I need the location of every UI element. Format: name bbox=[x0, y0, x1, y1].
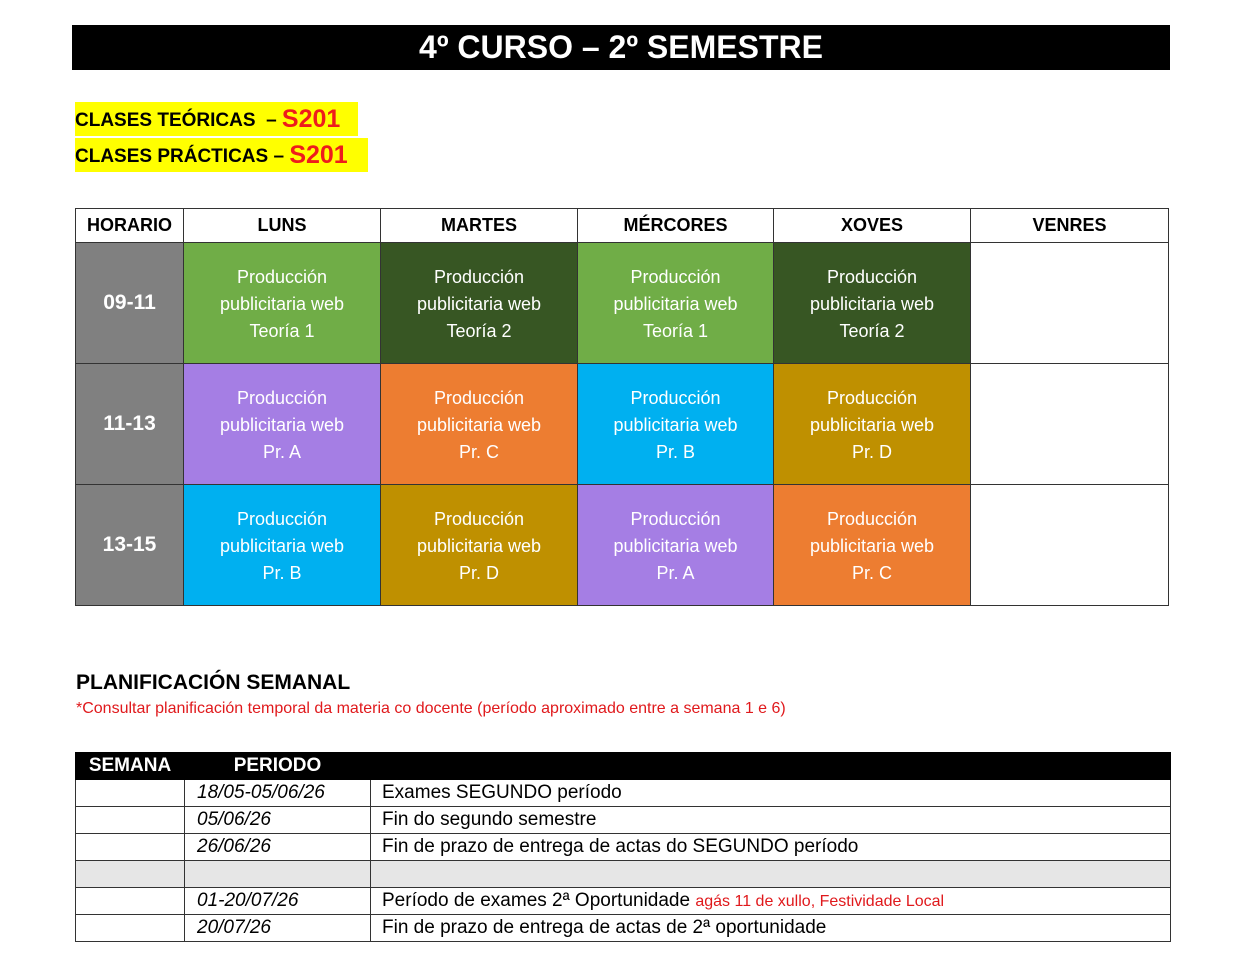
practice-room-line bbox=[75, 138, 368, 172]
class-line1: Producción bbox=[236, 508, 328, 529]
class-cell bbox=[184, 364, 381, 485]
theory-room-line bbox=[75, 102, 358, 136]
class-cell bbox=[774, 485, 971, 606]
page-title: 4º CURSO – 2º SEMESTRE bbox=[72, 25, 1170, 70]
description-cell bbox=[371, 807, 1171, 834]
planning-row bbox=[76, 807, 1171, 834]
class-line1: Producción bbox=[433, 266, 525, 287]
planning-row bbox=[76, 861, 1171, 888]
class-line3: Pr. C bbox=[458, 441, 499, 462]
class-line1: Producción bbox=[826, 266, 918, 287]
planning-row bbox=[76, 834, 1171, 861]
class-line1: Producción bbox=[236, 266, 328, 287]
class-line2: publicitaria web bbox=[809, 414, 935, 435]
class-line1: Producción bbox=[630, 387, 721, 408]
periodo-cell: 20/07/26 bbox=[185, 915, 371, 942]
class-line3: Teoría 1 bbox=[642, 320, 709, 341]
semana-cell bbox=[76, 780, 185, 807]
class-cell bbox=[381, 485, 578, 606]
class-cell bbox=[774, 243, 971, 364]
header-venres: VENRES bbox=[971, 209, 1169, 243]
class-line3: Pr. C bbox=[851, 562, 892, 583]
class-line2: publicitaria web bbox=[416, 535, 542, 556]
theory-room: S201 bbox=[281, 105, 341, 133]
periodo-cell: 01-20/07/26 bbox=[185, 888, 371, 915]
header-periodo: PERIODO bbox=[185, 753, 371, 780]
description-text: Fin de prazo de entrega de actas de 2ª oportunidade bbox=[382, 917, 827, 938]
class-line2: publicitaria web bbox=[416, 293, 542, 314]
description-cell bbox=[371, 780, 1171, 807]
empty-cell bbox=[971, 243, 1169, 364]
planning-row bbox=[76, 888, 1171, 915]
class-line1: Producción bbox=[630, 508, 721, 529]
planning-title: PLANIFICACIÓN SEMANAL bbox=[76, 671, 351, 694]
class-line2: publicitaria web bbox=[219, 535, 345, 556]
class-line3: Pr. D bbox=[458, 562, 499, 583]
semana-cell bbox=[76, 834, 185, 861]
class-line3: Teoría 2 bbox=[446, 320, 512, 341]
semana-cell bbox=[76, 861, 185, 888]
planning-row bbox=[76, 780, 1171, 807]
class-line1: Producción bbox=[826, 387, 918, 408]
practice-label: CLASES PRÁCTICAS – bbox=[75, 146, 290, 167]
class-cell bbox=[774, 364, 971, 485]
description-note: agás 11 de xullo, Festividade Local bbox=[695, 893, 945, 910]
class-line1: Producción bbox=[433, 508, 525, 529]
class-line3: Pr. A bbox=[656, 562, 695, 583]
header-martes: MARTES bbox=[381, 209, 578, 243]
schedule-header-row bbox=[76, 209, 1169, 243]
header-mercores: MÉRCORES bbox=[578, 209, 774, 243]
header-description bbox=[371, 753, 1171, 780]
class-line2: publicitaria web bbox=[219, 293, 345, 314]
description-cell bbox=[371, 861, 1171, 888]
time-slot: 11-13 bbox=[76, 364, 184, 485]
schedule-row bbox=[76, 364, 1169, 485]
class-line3: Pr. A bbox=[262, 441, 302, 462]
description-text: Fin do segundo semestre bbox=[382, 809, 597, 830]
time-slot: 09-11 bbox=[76, 243, 184, 364]
empty-cell bbox=[971, 364, 1169, 485]
class-line2: publicitaria web bbox=[809, 293, 935, 314]
planning-row bbox=[76, 915, 1171, 942]
schedule-row bbox=[76, 485, 1169, 606]
periodo-cell: 18/05-05/06/26 bbox=[185, 780, 371, 807]
class-line2: publicitaria web bbox=[416, 414, 542, 435]
class-cell bbox=[381, 243, 578, 364]
semana-cell bbox=[76, 915, 185, 942]
description-text: Fin de prazo de entrega de actas do SEGUNDO período bbox=[382, 836, 859, 857]
practice-room: S201 bbox=[289, 141, 348, 169]
class-line3: Pr. D bbox=[851, 441, 892, 462]
header-luns: LUNS bbox=[184, 209, 381, 243]
time-slot: 13-15 bbox=[76, 485, 184, 606]
class-line1: Producción bbox=[630, 266, 721, 287]
class-line1: Producción bbox=[826, 508, 918, 529]
class-cell bbox=[184, 485, 381, 606]
schedule-table bbox=[75, 208, 1169, 606]
class-line3: Teoría 1 bbox=[249, 320, 315, 341]
periodo-cell: 26/06/26 bbox=[185, 834, 371, 861]
planning-note: *Consultar planificación temporal da materia co docente (período aproximado entre a semana 1 e 6) bbox=[76, 700, 786, 717]
periodo-cell bbox=[185, 861, 371, 888]
description-cell bbox=[371, 915, 1171, 942]
description-text: Período de exames 2ª Oportunidade bbox=[382, 890, 696, 911]
class-line2: publicitaria web bbox=[613, 535, 738, 556]
class-line1: Producción bbox=[236, 387, 328, 408]
class-line2: publicitaria web bbox=[219, 414, 345, 435]
planning-header-row bbox=[76, 753, 1171, 780]
semana-cell bbox=[76, 888, 185, 915]
class-line3: Pr. B bbox=[655, 441, 695, 462]
schedule-row bbox=[76, 243, 1169, 364]
periodo-cell: 05/06/26 bbox=[185, 807, 371, 834]
header-semana: SEMANA bbox=[76, 753, 185, 780]
class-line2: publicitaria web bbox=[809, 535, 935, 556]
planning-table bbox=[75, 752, 1171, 942]
class-line2: publicitaria web bbox=[613, 414, 738, 435]
class-line1: Producción bbox=[433, 387, 525, 408]
class-cell bbox=[578, 485, 774, 606]
description-cell bbox=[371, 834, 1171, 861]
empty-cell bbox=[971, 485, 1169, 606]
class-cell bbox=[578, 364, 774, 485]
class-line3: Teoría 2 bbox=[839, 320, 905, 341]
header-xoves: XOVES bbox=[774, 209, 971, 243]
description-cell bbox=[371, 888, 1171, 915]
class-line2: publicitaria web bbox=[613, 293, 738, 314]
class-cell bbox=[184, 243, 381, 364]
semana-cell bbox=[76, 807, 185, 834]
class-cell bbox=[381, 364, 578, 485]
class-line3: Pr. B bbox=[262, 562, 302, 583]
header-horario: HORARIO bbox=[76, 209, 184, 243]
description-text: Exames SEGUNDO período bbox=[382, 782, 622, 803]
theory-label: CLASES TEÓRICAS – bbox=[75, 110, 282, 131]
class-cell bbox=[578, 243, 774, 364]
